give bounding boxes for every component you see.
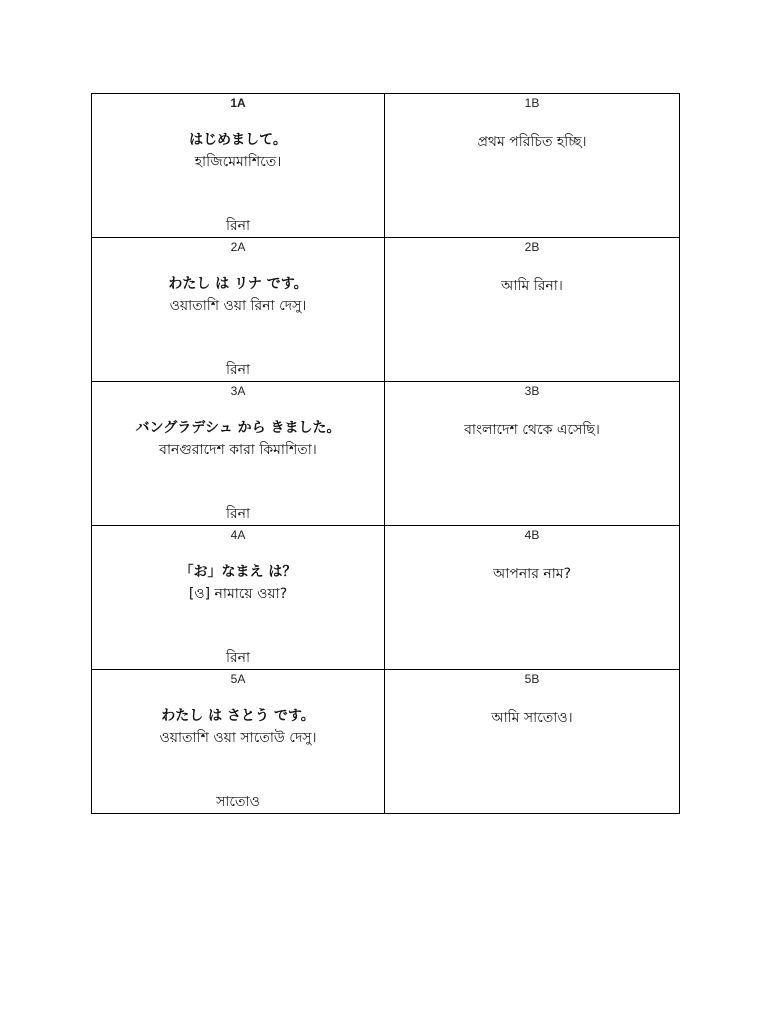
bengali-meaning: আমি সাতোও। xyxy=(491,710,573,726)
bengali-meaning: আপনার নাম? xyxy=(492,566,572,582)
speaker-name: রিনা xyxy=(225,506,251,522)
bengali-transliteration: ওয়াতাশি ওয়া রিনা দেসু। xyxy=(169,298,307,314)
speaker-name: রিনা xyxy=(225,362,251,378)
card-label: 4A xyxy=(230,528,246,542)
japanese-phrase: バングラデシュ から きました。 xyxy=(135,420,341,436)
card-a xyxy=(92,382,385,526)
card-b xyxy=(385,94,680,238)
card-row xyxy=(92,382,680,526)
bengali-transliteration: ওয়াতাশি ওয়া সাতোউ দেসু। xyxy=(159,730,317,746)
card-label: 2A xyxy=(230,240,246,254)
card-label: 4B xyxy=(524,528,540,542)
japanese-phrase: わたし は リナ です。 xyxy=(168,276,308,292)
bengali-meaning: আমি রিনা। xyxy=(501,278,563,294)
card-row xyxy=(92,94,680,238)
card-label: 3A xyxy=(230,384,246,398)
card-label: 3B xyxy=(524,384,540,398)
card-label: 5A xyxy=(230,672,246,686)
speaker-name: রিনা xyxy=(225,650,251,666)
card-a xyxy=(92,238,385,382)
flashcard-table xyxy=(91,93,680,814)
card-row xyxy=(92,238,680,382)
card-label: 5B xyxy=(524,672,540,686)
bengali-transliteration: [ও] নামায়ে ওয়া? xyxy=(188,586,288,602)
japanese-phrase: 「お」なまえ は？ xyxy=(179,564,297,580)
card-row xyxy=(92,526,680,670)
card-b xyxy=(385,382,680,526)
bengali-transliteration: হাজিমেমাশিতে। xyxy=(194,154,282,170)
card-label: 1A xyxy=(230,96,246,110)
bengali-meaning: প্রথম পরিচিত হচ্ছি। xyxy=(477,134,587,150)
card-b xyxy=(385,670,680,814)
bengali-meaning: বাংলাদেশ থেকে এসেছি। xyxy=(464,422,600,438)
card-label: 1B xyxy=(524,96,540,110)
japanese-phrase: はじめまして。 xyxy=(189,132,287,148)
card-row xyxy=(92,670,680,814)
card-a xyxy=(92,526,385,670)
card-label: 2B xyxy=(524,240,540,254)
speaker-name: রিনা xyxy=(225,218,251,234)
card-b xyxy=(385,526,680,670)
card-a xyxy=(92,670,385,814)
card-a xyxy=(92,94,385,238)
speaker-name: সাতোও xyxy=(216,794,260,810)
japanese-phrase: わたし は さとう です。 xyxy=(161,708,315,724)
card-b xyxy=(385,238,680,382)
bengali-transliteration: বানগুরাদেশ কারা কিমাশিতা। xyxy=(159,442,317,458)
